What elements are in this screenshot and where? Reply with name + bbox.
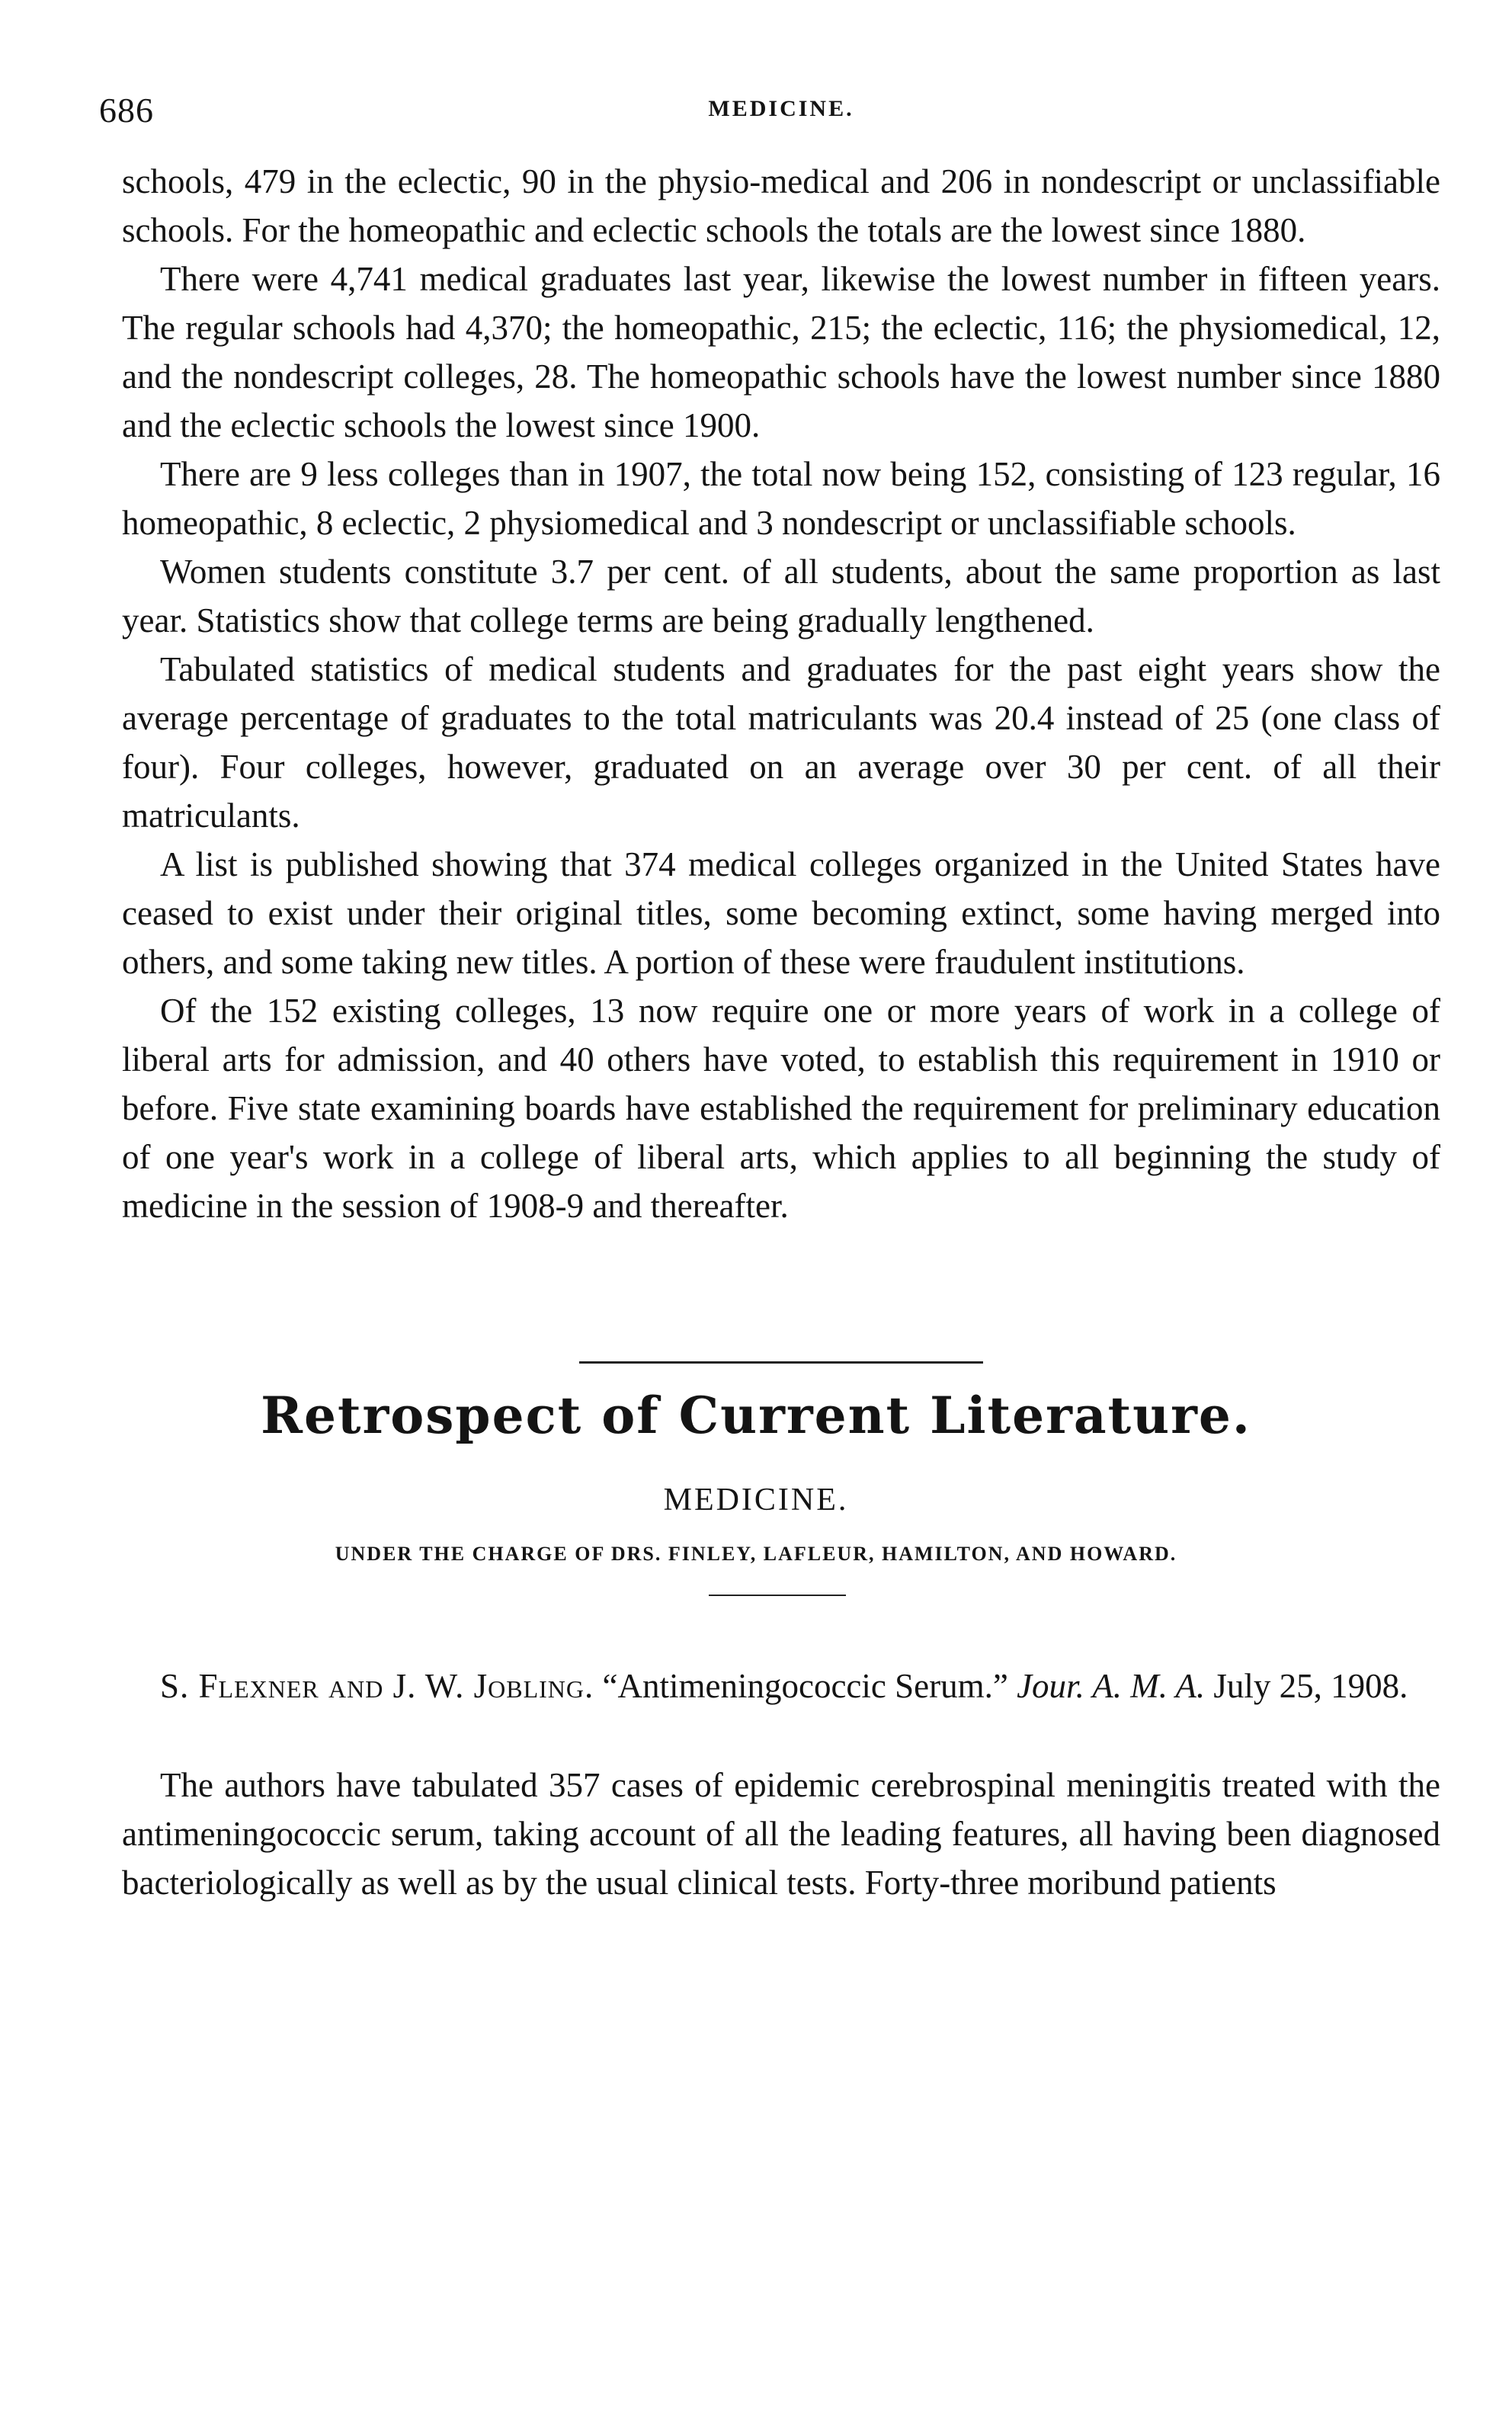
subsection-title: MEDICINE. (663, 1482, 849, 1518)
paragraph-1: schools, 479 in the eclectic, 90 in the physio-medical and 206 in nondescript or unclassifiable schools. For the homeopathic and eclectic schools the totals are the lowest since 1880. (122, 162, 1440, 249)
paragraph-7: Of the 152 existing colleges, 13 now require one or more years of work in a college of liberal arts for admission, and 40 others have voted, to establish this requirement in 1910 or before. Five state examining boards have established the requirement for preliminary education of one year's work in a college of liberal arts, which applies to all beginning the study of medicine in the session of 1908-9 and thereafter. (122, 992, 1440, 1225)
page-number: 686 (99, 91, 154, 130)
main-text (122, 157, 1440, 1230)
citation-date: July 25, 1908. (1213, 1667, 1408, 1705)
editors-line: UNDER THE CHARGE OF DRS. FINLEY, LAFLEUR, HAMILTON, AND HOWARD. (335, 1543, 1177, 1565)
subsection-divider (709, 1595, 846, 1596)
citation (122, 1662, 1440, 1710)
paragraph-5: Tabulated statistics of medical students and graduates for the past eight years show the average percentage of graduates to the total matriculants was 20.4 instead of 25 (one class of four). Four colleges, however, graduated on an average over 30 per cent. of all their matriculants. (122, 650, 1440, 835)
section-divider (579, 1361, 983, 1364)
page-header (99, 90, 1463, 143)
paragraph-2: There were 4,741 medical graduates last year, likewise the lowest number in fifteen years. The regular schools had 4,370; the homeopathic, 215; the eclectic, 116; the physiomedical, 12, and the nondescript colleges, 28. The homeopathic schools have the lowest number since 1880 and the eclectic schools the lowest since 1900. (122, 260, 1440, 444)
citation-journal: Jour. A. M. A. (1017, 1667, 1206, 1705)
paragraph-3: There are 9 less colleges than in 1907, the total now being 152, consisting of 123 regular, 16 homeopathic, 8 eclectic, 2 physiomedical and 3 nondescript or unclassifiable schools. (122, 455, 1440, 542)
citation-line (122, 1662, 1440, 1710)
abstract-paragraph: The authors have tabulated 357 cases of epidemic cerebrospinal meningitis treated with the antimeningococcic serum, taking account of all the leading features, all having been diagnosed bacteriologically as well as by the usual clinical tests. Forty-three moribund patients (122, 1766, 1440, 1902)
running-head: MEDICINE. (708, 96, 854, 121)
abstract (122, 1761, 1440, 1907)
paragraph-4: Women students constitute 3.7 per cent. of all students, about the same proportion as last year. Statistics show that college terms are being gradually lengthened. (122, 553, 1440, 639)
citation-authors: S. Flexner and J. W. Jobling. (160, 1667, 594, 1705)
citation-title: “Antimeningococcic Serum.” (602, 1667, 1008, 1705)
section-title: Retrospect of Current Literature. (261, 1386, 1251, 1445)
paragraph-6: A list is published showing that 374 medical colleges organized in the United States have ceased to exist under their original titles, some becoming extinct, some having merged into others, and some taking new titles. A portion of these were fraudulent institutions. (122, 845, 1440, 981)
